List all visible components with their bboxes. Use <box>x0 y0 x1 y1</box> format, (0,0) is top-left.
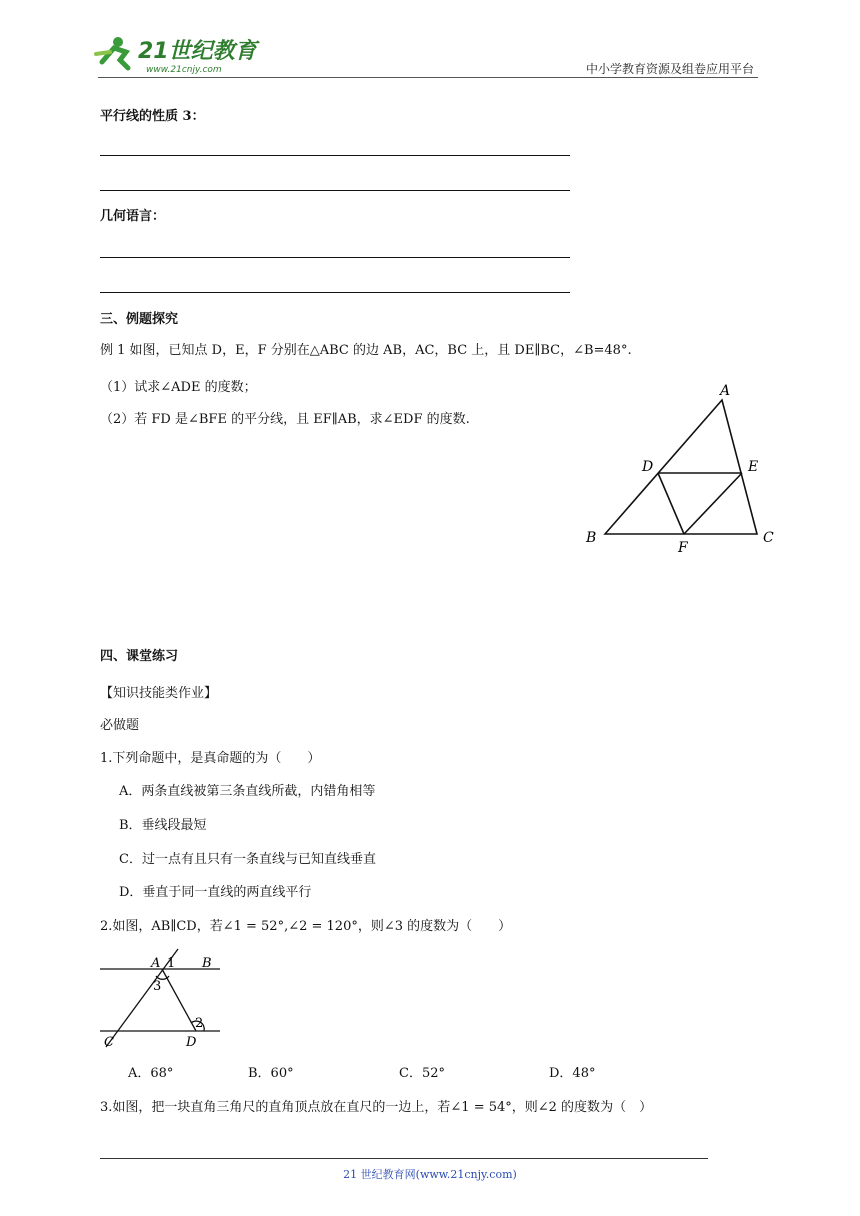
q2-option-a: A．68° <box>128 1066 174 1081</box>
property3-heading: 平行线的性质 3： <box>100 109 205 124</box>
q2-option-b: B．60° <box>248 1066 294 1081</box>
label-A: A <box>151 956 161 971</box>
footer-text: 21 世纪教育网(www.21cnjy.com) <box>343 1168 517 1181</box>
q1-option-b: B．垂线段最短 <box>119 818 207 833</box>
q3-stem: 3.如图，把一块直角三角尺的直角顶点放在直尺的一边上，若∠1 = 54°，则∠2 的度数为（ ） <box>100 1100 653 1115</box>
geometry-language-heading: 几何语言： <box>100 209 166 224</box>
q2-stem: 2.如图，AB∥CD，若∠1 = 52°,∠2 = 120°，则∠3 的度数为（ ） <box>100 919 512 934</box>
required-title: 必做题 <box>100 718 140 733</box>
section3-title: 三、例题探究 <box>100 312 179 327</box>
answer-line <box>100 190 570 191</box>
label-D: D <box>642 459 654 475</box>
example1-triangle-figure <box>580 378 780 553</box>
q2-parallel-lines-figure <box>96 945 226 1050</box>
logo-runner-icon <box>92 32 262 76</box>
logo-url: www.21cnjy.com <box>146 65 222 75</box>
homework-type-title: 【知识技能类作业】 <box>100 686 218 701</box>
q2-option-d: D．48° <box>549 1066 596 1081</box>
answer-line <box>100 155 570 156</box>
label-C: C <box>763 530 774 546</box>
answer-line <box>100 257 570 258</box>
q1-option-d: D．垂直于同一直线的两直线平行 <box>119 885 312 900</box>
example1-q1: （1）试求∠ADE 的度数； <box>100 380 257 395</box>
label-D: D <box>186 1035 197 1050</box>
example1-text: 例 1 如图，已知点 D，E，F 分别在△ABC 的边 AB，AC，BC 上，且 DE∥BC，∠B=48°. <box>100 343 632 358</box>
example1-q2: （2）若 FD 是∠BFE 的平分线，且 EF∥AB，求∠EDF 的度数. <box>100 412 470 427</box>
label-A: A <box>720 383 731 399</box>
q1-option-c: C．过一点有且只有一条直线与已知直线垂直 <box>119 852 376 867</box>
label-E: E <box>748 459 759 475</box>
label-angle-3: 3 <box>153 979 162 994</box>
header-rule <box>98 77 758 78</box>
label-B: B <box>202 956 212 971</box>
section4-title: 四、课堂练习 <box>100 649 179 664</box>
label-angle-2: 2 <box>195 1016 204 1031</box>
label-F: F <box>678 540 688 553</box>
header-platform-text: 中小学教育资源及组卷应用平台 <box>585 62 754 76</box>
footer-rule <box>100 1158 708 1159</box>
brand-logo <box>92 32 262 76</box>
q1-stem: 1.下列命题中，是真命题的为（ ） <box>100 751 321 766</box>
label-angle-1: 1 <box>167 956 176 971</box>
logo-text: 21世纪教育 <box>138 39 257 64</box>
answer-line <box>100 292 570 293</box>
q1-option-a: A．两条直线被第三条直线所截，内错角相等 <box>119 784 376 799</box>
label-B: B <box>586 530 597 546</box>
q2-option-c: C．52° <box>399 1066 445 1081</box>
label-C: C <box>104 1035 114 1050</box>
